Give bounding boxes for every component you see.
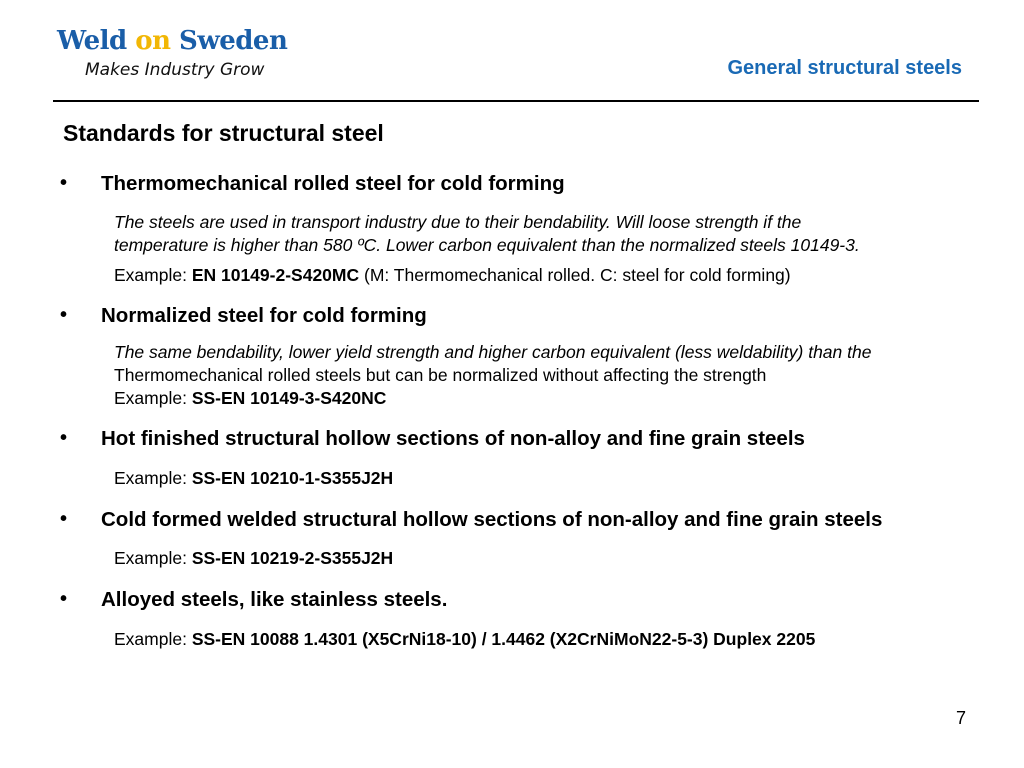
item-description: The same bendability, lower yield strength and higher carbon equivalent (less weldability) than the Thermomechanical rolled steels but can be normalized without affecting the strength xyxy=(114,342,872,385)
bullet-icon: • xyxy=(60,588,68,610)
bullet-title: Hot finished structural hollow sections of non-alloy and fine grain steels xyxy=(101,427,805,450)
header-divider xyxy=(53,100,979,102)
bullet-title: Normalized steel for cold forming xyxy=(101,304,427,327)
item-example: Example: SS-EN 10210-1-S355J2H xyxy=(114,468,394,488)
bullet-icon: • xyxy=(60,304,68,326)
bullet-icon: • xyxy=(60,172,68,194)
item-example: Example: SS-EN 10149-3-S420NC xyxy=(114,388,387,408)
tagline: Makes Industry Grow xyxy=(85,60,265,80)
section-title: General structural steels xyxy=(727,57,962,79)
standard-code: SS-EN 10210-1-S355J2H xyxy=(191,468,394,488)
item-example: Example: EN 10149-2-S420MC (M: Thermomechanical rolled. C: steel for cold forming) xyxy=(114,265,791,285)
standard-code: SS-EN 10149-3-S420NC xyxy=(191,388,387,408)
standard-code: SS-EN 10219-2-S355J2H xyxy=(191,548,394,568)
slide-heading: Standards for structural steel xyxy=(63,120,384,146)
item-example: Example: SS-EN 10219-2-S355J2H xyxy=(114,548,394,568)
bullet-icon: • xyxy=(60,427,68,449)
bullet-title: Alloyed steels, like stainless steels. xyxy=(101,588,448,611)
item-example: Example: SS-EN 10088 1.4301 (X5CrNi18-10) / 1.4462 (X2CrNiMoN22-5-3) Duplex 2205 xyxy=(114,629,816,649)
bullet-title: Cold formed welded structural hollow sections of non-alloy and fine grain steels xyxy=(101,508,883,531)
page-number: 7 xyxy=(955,708,966,728)
bullet-icon: • xyxy=(60,508,68,530)
weld-on-sweden-logo: Weld on Sweden xyxy=(57,26,288,56)
standard-code: SS-EN 10088 1.4301 (X5CrNi18-10) / 1.4462 (X2CrNiMoN22-5-3) Duplex 2205 xyxy=(191,629,816,649)
standard-code: EN 10149-2-S420MC xyxy=(191,265,360,285)
item-description: The steels are used in transport industry due to their bendability. Will loose strength if the temperature is higher than 580 ºC. Lower carbon equivalent than the normalized steels 10149-3. xyxy=(114,212,860,255)
bullet-title: Thermomechanical rolled steel for cold forming xyxy=(101,172,565,195)
